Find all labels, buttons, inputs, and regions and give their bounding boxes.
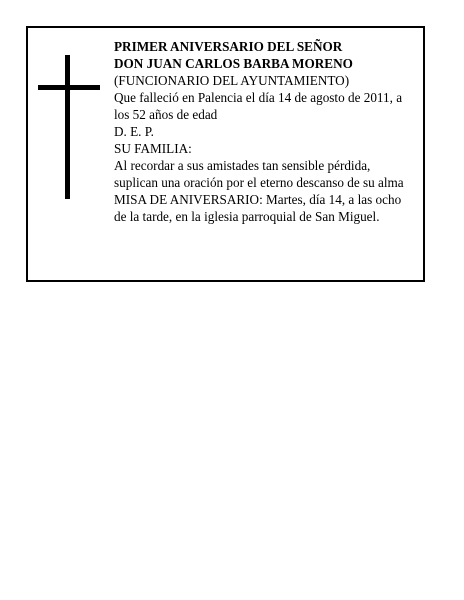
family-label: SU FAMILIA: [114,141,192,156]
notice-heading-line-2: DON JUAN CARLOS BARBA MORENO [114,56,353,71]
cross-horizontal-bar [38,85,100,90]
obituary-notice-box [26,26,425,282]
notice-heading-line-1: PRIMER ANIVERSARIO DEL SEÑOR [114,39,343,54]
cross-vertical-bar [65,55,70,199]
cross-icon [38,55,100,199]
deceased-role: (FUNCIONARIO DEL AYUNTAMIENTO) [114,73,350,88]
prayer-request-line-2: suplican una oración por el eterno descanso de su alma [114,175,404,190]
notice-text [114,38,419,225]
prayer-request-line-1: Al recordar a sus amistades tan sensible pérdida, [114,158,371,173]
death-details-line-2: los 52 años de edad [114,107,218,122]
mass-details-line-2: de la tarde, en la iglesia parroquial de San Miguel. [114,209,380,224]
mass-details-line-1: MISA DE ANIVERSARIO: Martes, día 14, a las ocho [114,192,402,207]
death-details-line-1: Que falleció en Palencia el día 14 de agosto de 2011, a [114,90,403,105]
rip-text: D. E. P. [114,124,154,139]
